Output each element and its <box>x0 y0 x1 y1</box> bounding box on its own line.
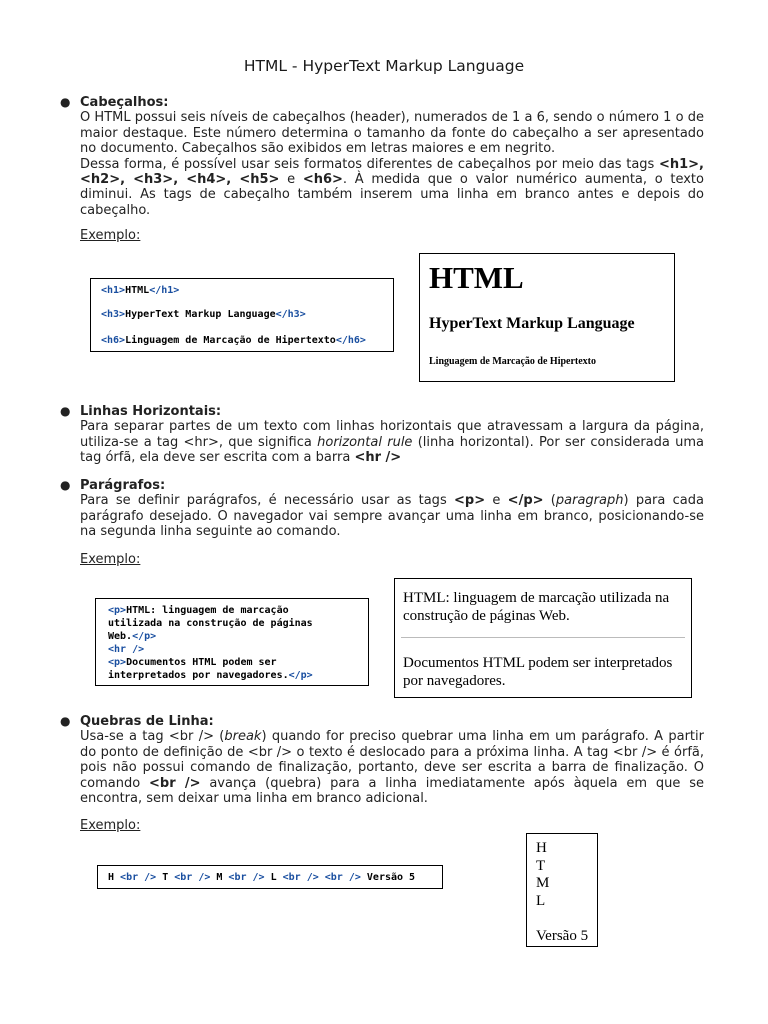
code-line: <h1>HTML</h1> <box>101 285 180 296</box>
rendered-line: L <box>536 892 546 909</box>
render-example-headings <box>419 253 675 382</box>
code-line: Web.</p> <box>108 631 157 642</box>
bullet-icon: ● <box>60 714 71 728</box>
example-label: Exemplo: <box>80 818 141 833</box>
section-quebras <box>60 714 705 807</box>
code-line: H <br /> T <br /> M <br /> L <br /> <br /> Versão 5 <box>108 872 416 883</box>
code-line: <p>HTML: linguagem de marcação <box>108 605 289 616</box>
section-heading: Linhas Horizontais: <box>80 404 222 419</box>
rendered-line: Versão 5 <box>536 927 589 944</box>
paragraph: Para se definir parágrafos, é necessário usar as tags <p> e </p> (paragraph) para cada parágrafo desejado. O navegador vai sempre avançar uma linha em branco, posicionando-se na segunda linha seguinte ao comando. <box>80 493 704 540</box>
example-label: Exemplo: <box>80 228 141 243</box>
render-example-paragraphs <box>394 578 692 698</box>
paragraph: Dessa forma, é possível usar seis formatos diferentes de cabeçalhos por meio das tags <h1>, <h2>, <h3>, <h4>, <h5> e <h6>. À medida que o valor numérico aumenta, o texto diminui. As tags de cabeçalho também inserem uma linha em branco antes e depois do cabeçalho. <box>80 156 704 218</box>
section-heading: Cabeçalhos: <box>80 95 169 110</box>
bullet-icon: ● <box>60 478 71 492</box>
rendered-line <box>536 910 597 928</box>
code-line: <h3>HyperText Markup Language</h3> <box>101 309 306 320</box>
paragraph: Para separar partes de um texto com linhas horizontais que atravessam a largura da página, utiliza-se a tag <hr>, que significa horizontal rule (linha horizontal). Por ser considerada uma tag órfã, ela deve ser escrita com a barra <hr /> <box>80 419 705 466</box>
code-line: <p>Documentos HTML podem ser <box>108 657 277 668</box>
code-line: <hr /> <box>108 644 145 655</box>
example-label: Exemplo: <box>80 552 141 567</box>
paragraph: Usa-se a tag <br /> (break) quando for preciso quebrar uma linha em um parágrafo. A partir do ponto de definição de <br /> o texto é deslocado para a próxima linha. A tag <br /> é órfã, pois não possui comando de finalização, portanto, deve ser escrita a barra de finalização. O comando <br /> avança (quebra) para a linha imediatamente após àquela em que se encontra, sem deixar uma linha em branco adicional. <box>80 729 705 807</box>
rendered-hr <box>401 637 685 638</box>
rendered-paragraph: Documentos HTML podem ser interpretados por navegadores. <box>403 655 673 689</box>
section-heading: Parágrafos: <box>80 478 166 493</box>
rendered-h1: HTML <box>429 260 524 295</box>
code-example-paragraphs <box>95 598 369 686</box>
section-cabecalhos <box>60 95 704 218</box>
code-line: interpretados por navegadores.</p> <box>108 670 313 681</box>
rendered-h3: HyperText Markup Language <box>429 315 635 332</box>
rendered-paragraph: HTML: linguagem de marcação utilizada na construção de páginas Web. <box>403 590 670 624</box>
rendered-line: T <box>536 857 546 874</box>
rendered-line: H <box>536 840 547 856</box>
section-paragrafos <box>60 478 704 540</box>
render-example-linebreaks <box>526 833 598 947</box>
code-line: utilizada na construção de páginas <box>108 618 313 629</box>
bullet-icon: ● <box>60 95 71 109</box>
paragraph: O HTML possui seis níveis de cabeçalhos (header), numerados de 1 a 6, sendo o número 1 o de maior destaque. Este número determina o tamanho da fonte do cabeçalho a ser apresentado no documento. Cabeçalhos são exibidos em letras maiores e em negrito. <box>80 110 704 157</box>
code-example-linebreaks <box>97 865 443 889</box>
bullet-icon: ● <box>60 404 71 418</box>
rendered-line: M <box>536 875 550 891</box>
section-heading: Quebras de Linha: <box>80 714 214 729</box>
code-line: <h6>Linguagem de Marcação de Hipertexto</h6> <box>101 335 366 346</box>
page-title: HTML - HyperText Markup Language <box>243 57 525 75</box>
code-example-headings <box>90 278 394 352</box>
section-linhas <box>60 404 705 466</box>
rendered-h6: Linguagem de Marcação de Hipertexto <box>429 356 597 367</box>
